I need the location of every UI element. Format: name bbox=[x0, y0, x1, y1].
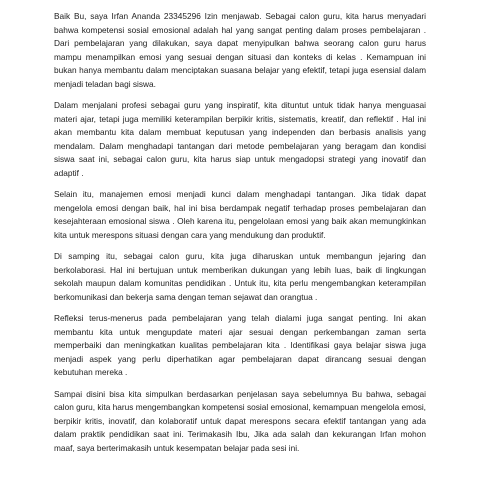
paragraph-intro: Baik Bu, saya Irfan Ananda 23345296 Izin menjawab. Sebagai calon guru, kita harus menyadari bahwa kompetensi sosial emosional adalah hal yang sangat penting dalam proses pembelajaran . Dari pembelajaran yang dilakukan, saya dapat menyipulkan bahwa seorang calon guru harus mampu menampilkan emosi yang sesuai dengan situasi dan konteks di kelas . Kemampuan ini bukan hanya membantu dalam menciptakan suasana belajar yang efektif, tetapi juga esensial dalam menjadi teladan bagi siswa. bbox=[54, 11, 426, 89]
paragraph-reflection: Refleksi terus-menerus pada pembelajaran yang telah dialami juga sangat penting. Ini akan membantu kita untuk mengupdate materi ajar sesuai dengan perkembangan zaman serta memperbaiki dan meningkatkan kualitas pembelajaran kita . Identifikasi gaya belajar siswa juga menjadi aspek yang perlu diperhatikan agar pembelajaran dapat dirancang sesuai dengan kebutuhan mereka . bbox=[54, 313, 426, 377]
paragraph-collaboration: Di samping itu, sebagai calon guru, kita juga diharuskan untuk membangun jejaring dan berkolaborasi. Hal ini bertujuan untuk memberikan dukungan yang lebih luas, baik di lingkungan sekolah maupun dalam komunitas pendidikan . Untuk itu, kita perlu mengembangkan keterampilan berkomunikasi dan bekerja sama dengan teman sejawat dan orangtua . bbox=[54, 251, 426, 302]
document-page bbox=[54, 10, 426, 463]
paragraph-conclusion: Sampai disini bisa kita simpulkan berdasarkan penjelasan saya sebelumnya Bu bahwa, sebagai calon guru, kita harus mengembangkan kompetensi sosial emosional, kemampuan mengelola emosi, berpikir kritis, inovatif, dan kolaboratif untuk dapat merespons secara efektif tantangan yang ada dalam praktik pendidikan saat ini. Terimakasih Ibu, Jika ada salah dan kekurangan Irfan mohon maaf, saya berterimakasih untuk kesempatan belajar pada sesi ini. bbox=[54, 388, 426, 453]
paragraph-critical-thinking: Dalam menjalani profesi sebagai guru yang inspiratif, kita dituntut untuk tidak hanya menguasai materi ajar, tetapi juga memiliki keterampilan berpikir kritis, sistematis, kreatif, dan reflektif . Hal ini akan membantu kita dalam membuat keputusan yang independen dan berbasis analisis yang mendalam. Dalam menghadapi tantangan dari metode pembelajaran yang beragam dan kondisi siswa saat ini, sebagai calon guru, kita harus siap untuk mengadopsi strategi yang inovatif dan adaptif . bbox=[54, 100, 426, 178]
paragraph-emotion-management: Selain itu, manajemen emosi menjadi kunci dalam menghadapi tantangan. Jika tidak dapat mengelola emosi dengan baik, hal ini bisa berdampak negatif terhadap proses pembelajaran dan kesejahteraan emosional siswa . Oleh karena itu, pengelolaan emosi yang baik akan memungkinkan kita untuk merespons situasi dengan cara yang mendukung dan produktif. bbox=[54, 189, 426, 240]
